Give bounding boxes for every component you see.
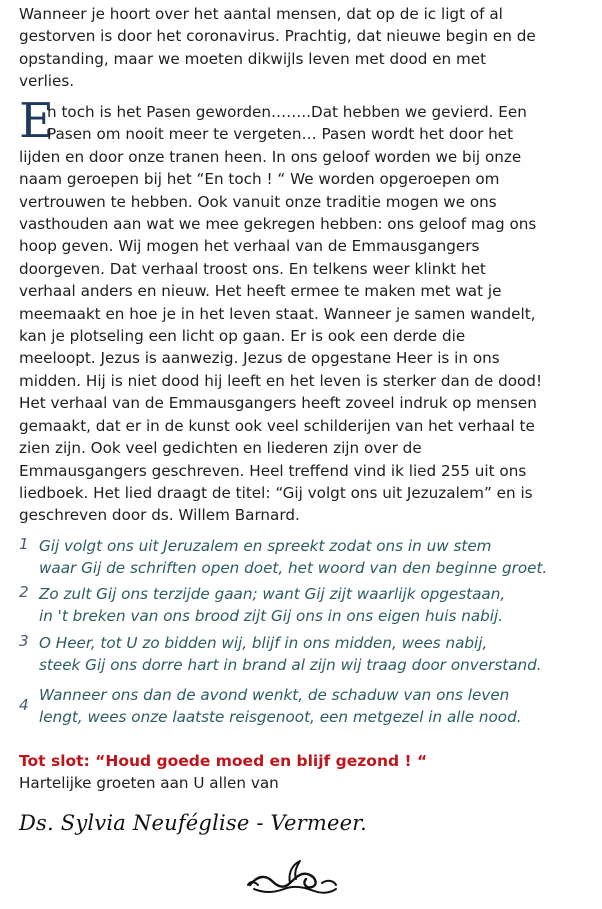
main-line: vasthouden aan wat we mee gekregen hebben: ons geloof mag ons (19, 215, 537, 234)
main-line: vertrouwen te hebben. Ook vanuit onze traditie mogen we ons (19, 192, 497, 211)
main-line: Emmausgangers geschreven. Heel treffend vind ik lied 255 uit ons (19, 461, 527, 480)
main-line: verhaal anders en nieuw. Het heeft ermee te maken met wat je (19, 282, 502, 301)
main-line: n toch is het Pasen geworden……..Dat hebben we gevierd. Een (47, 103, 527, 121)
verse-line: in 't breken van ons brood zijt Gij ons in ons eigen huis nabij. (39, 607, 504, 625)
main-line: gemaakt, dat er in de kunst ook veel schilderijen van het verhaal te (19, 416, 535, 435)
main-line: Pasen om nooit meer te vergeten… Pasen wordt het door het (47, 125, 514, 144)
flourish-ornament-icon (244, 855, 340, 899)
signature: Ds. Sylvia Neuféglise - Vermeer. (19, 811, 368, 835)
intro-paragraph (19, 3, 594, 93)
main-line: meeloopt. Jezus is aanwezig. Jezus de opgestane Heer is in ons (19, 349, 500, 368)
verse-number: 4 (19, 696, 29, 714)
main-line: zien zijn. Ook veel gedichten en liederen zijn over de (19, 439, 422, 458)
verse-line: Wanneer ons dan de avond wenkt, de schaduw van ons leven (39, 686, 510, 704)
verse-number: 2 (19, 583, 29, 601)
main-line: doorgeven. Dat verhaal troost ons. En telkens weer klinkt het (19, 259, 486, 278)
intro-line: opstanding, maar we moeten dikwijls leven met dood en met (19, 49, 487, 68)
main-line: midden. Hij is niet dood hij leeft en het leven is sterker dan de dood! (19, 371, 543, 390)
verse-line: O Heer, tot U zo bidden wij, blijf in ons midden, wees nabij, (39, 634, 488, 652)
verse-line: steek Gij ons dorre hart in brand al zijn wij traag door onverstand. (39, 656, 542, 674)
closing-block (19, 750, 427, 794)
intro-line: Wanneer je hoort over het aantal mensen, dat op de ic ligt of al (19, 5, 503, 23)
verse-line: Gij volgt ons uit Jeruzalem en spreekt zodat ons in uw stem (39, 537, 492, 555)
main-line: hoop geven. Wij mogen het verhaal van de Emmausgangers (19, 237, 480, 256)
intro-line: gestorven is door het coronavirus. Prachtig, dat nieuwe begin en de (19, 27, 536, 46)
drop-cap: E (19, 93, 55, 149)
verse-line: Zo zult Gij ons terzijde gaan; want Gij zijt waarlijk opgestaan, (39, 585, 506, 603)
verse-number: 1 (19, 535, 29, 553)
intro-line: verlies. (19, 72, 75, 91)
main-line: liedboek. Het lied draagt de titel: “Gij volgt ons uit Jezuzalem” en is (19, 483, 533, 502)
closing-slogan: Tot slot: “Houd goede moed en blijf gezond ! “ (19, 752, 428, 770)
main-line: geschreven door ds. Willem Barnard. (19, 506, 300, 525)
main-line: naam geroepen bij het “En toch ! “ We worden opgeroepen om (19, 170, 500, 189)
main-line: Het verhaal van de Emmausgangers heeft zoveel indruk op mensen (19, 394, 537, 413)
verse-number: 3 (19, 632, 29, 650)
verse-line: lengt, wees onze laatste reisgenoot, een metgezel in alle nood. (39, 708, 522, 726)
main-paragraph (19, 93, 594, 527)
closing-greeting: Hartelijke groeten aan U allen van (19, 774, 279, 792)
main-line: kan je plotseling een licht op gaan. Er is ook een derde die (19, 327, 466, 346)
main-line: lijden en door onze tranen heen. In ons geloof worden we bij onze (19, 147, 522, 166)
main-line: meemaakt en hoe je in het leven staat. Wanneer je samen wandelt, (19, 304, 536, 323)
verse-line: waar Gij de schriften open doet, het woord van den beginne groet. (39, 559, 548, 577)
